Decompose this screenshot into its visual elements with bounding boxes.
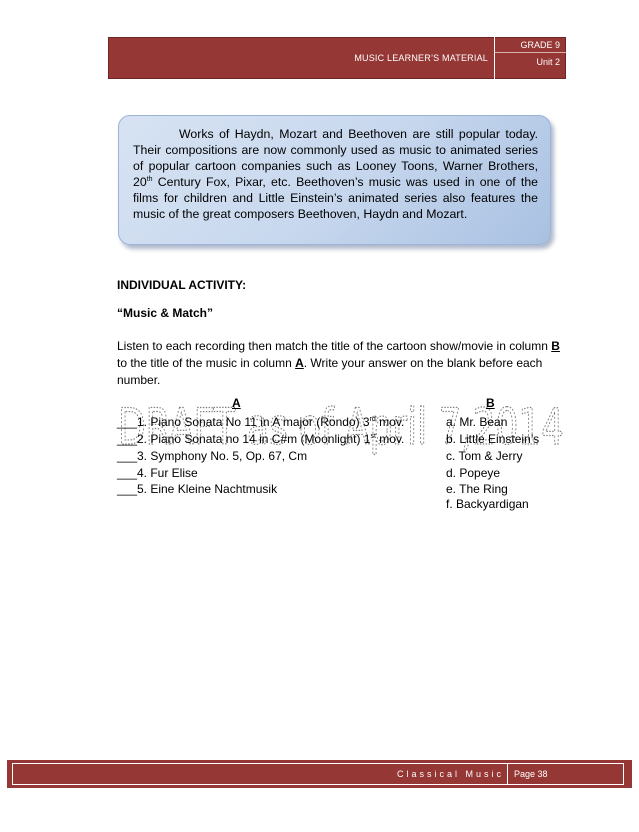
match-row	[117, 432, 567, 448]
grade-divider	[495, 52, 566, 53]
match-row	[117, 482, 567, 498]
unit-label: Unit 2	[536, 57, 560, 67]
music-title: 2. Piano Sonata no 14 in C#m (Moonlight) 1st mov.	[137, 432, 405, 446]
footer-topic: Classical Music	[396, 769, 504, 779]
music-title: 1. Piano Sonata No 11 in A major (Rondo) 3rd mov.	[137, 415, 405, 429]
info-paragraph: Works of Haydn, Mozart and Beethoven are still popular today. Their compositions are now commonly used as music to animated series of popular cartoon companies such as Looney Toons, Warner Brothers, 20th Century Fox, Pixar, etc. Beethoven’s music was used in one of the films for children and Little Einstein’s animated series also features the music of the great composers Beethoven, Haydn and Mozart.	[133, 127, 538, 221]
answer-blank[interactable]: ___	[117, 432, 138, 446]
header-title: MUSIC LEARNER’S MATERIAL	[354, 53, 488, 63]
activity-subheading: “Music & Match”	[117, 306, 214, 320]
cartoon-option: c. Tom & Jerry	[446, 449, 523, 463]
music-title: 4. Fur Elise	[137, 466, 198, 480]
match-row	[117, 415, 567, 431]
answer-blank[interactable]: ___	[117, 415, 138, 429]
activity-instructions: Listen to each recording then match the title of the cartoon show/movie in column B to the title of the music in column A. Write your answer on the blank before each number.	[117, 339, 560, 387]
cartoon-option: d. Popeye	[446, 466, 501, 480]
cartoon-option: e. The Ring	[446, 482, 508, 496]
music-title: 5. Eine Kleine Nachtmusik	[137, 482, 278, 496]
activity-heading: INDIVIDUAL ACTIVITY:	[117, 278, 247, 292]
svg-text:DRAFT as of April 7,2014: DRAFT as of April 7,2014	[118, 398, 564, 456]
info-box	[118, 115, 551, 245]
extra-option: f. Backyardigan	[446, 497, 529, 511]
match-row	[117, 449, 567, 465]
cartoon-option: b. Little Einstein’s	[446, 432, 540, 446]
cartoon-option: a. Mr. Bean	[446, 415, 508, 429]
match-row	[117, 466, 567, 482]
header-grade-box	[494, 37, 566, 79]
column-b-heading: B	[486, 396, 495, 410]
grade-label: GRADE 9	[520, 40, 560, 50]
answer-blank[interactable]: ___	[117, 466, 138, 480]
music-title: 3. Symphony No. 5, Op. 67, Cm	[137, 449, 308, 463]
answer-blank[interactable]: ___	[117, 449, 138, 463]
answer-blank[interactable]: ___	[117, 482, 138, 496]
column-a-heading: A	[232, 396, 241, 410]
page-number: Page 38	[514, 769, 548, 779]
